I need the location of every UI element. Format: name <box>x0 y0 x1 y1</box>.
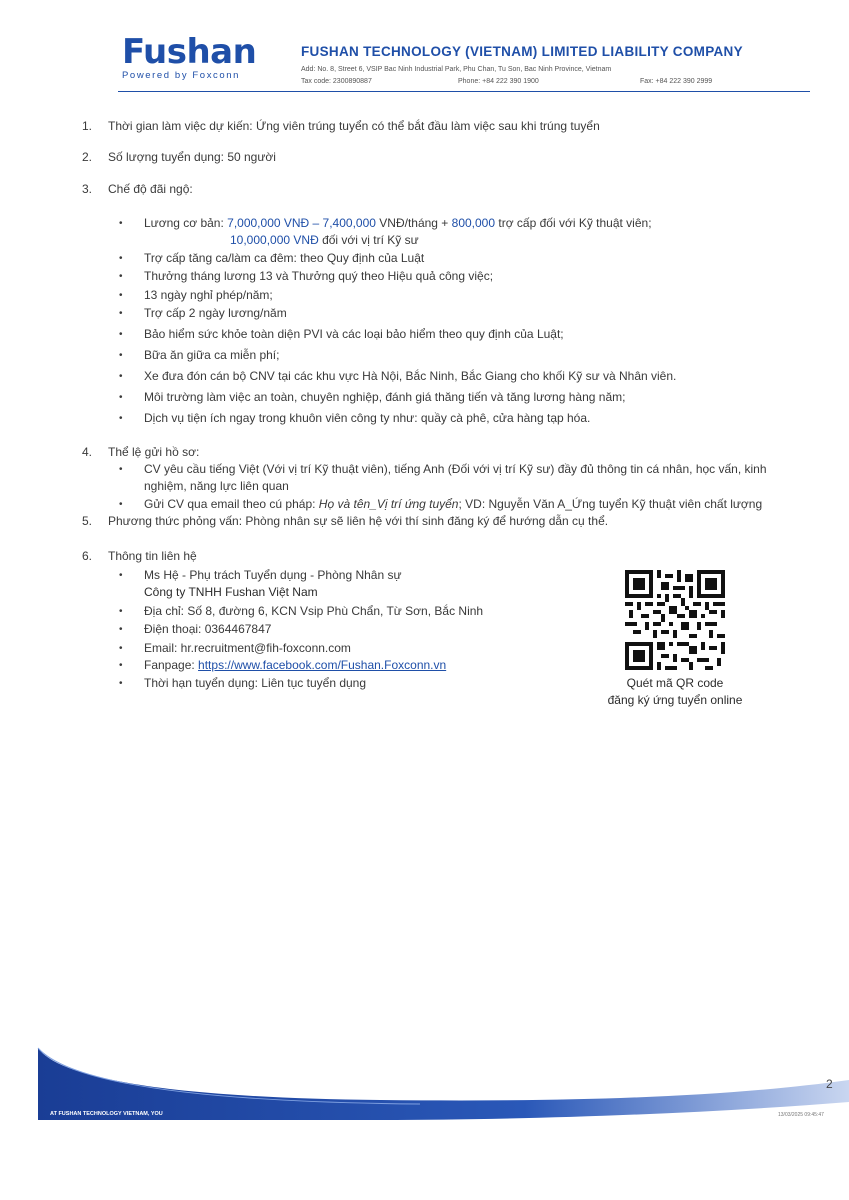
section-5-number: 5. <box>82 514 93 528</box>
fushan-logo <box>122 32 257 81</box>
cv-email-label: Gửi CV qua email theo cú pháp: <box>144 497 319 511</box>
bullet-icon: • <box>119 290 123 301</box>
qr-caption <box>590 675 760 709</box>
benefit-shuttle: Xe đưa đón cán bộ CNV tại các khu vực Hà Nội, Bắc Ninh, Bắc Giang cho khối Kỹ sư và Nhân viên. <box>144 369 677 383</box>
section-5-value: Phòng nhân sự sẽ liên hệ với thí sinh đăng ký để hướng dẫn cụ thể. <box>242 514 609 528</box>
section-4-title: Thể lệ gửi hồ sơ: <box>108 445 200 459</box>
section-5-label: Phương thức phỏng vấn: <box>108 514 243 528</box>
cv-requirement-cont: nghiệm, năng lực liên quan <box>144 479 289 493</box>
benefit-leave: 13 ngày nghỉ phép/năm; <box>144 288 273 302</box>
benefit-salary-label: Lương cơ bản: <box>144 216 228 230</box>
bullet-icon: • <box>119 413 123 424</box>
benefit-salary-range: 7,000,000 VNĐ – 7,400,000 <box>227 216 376 230</box>
qr-caption-line2: đăng ký ứng tuyển online <box>607 693 743 707</box>
cv-email-format: Họ và tên_Vị trí ứng tuyển <box>318 497 459 511</box>
contact-phone: Điện thoại: 0364467847 <box>144 622 272 636</box>
bullet-icon: • <box>119 570 123 581</box>
page-number: 2 <box>826 1077 833 1091</box>
section-4-number: 4. <box>82 445 93 459</box>
bullet-icon: • <box>119 643 123 654</box>
section-1-number: 1. <box>82 119 93 133</box>
contact-fanpage-label: Fanpage: <box>144 658 199 672</box>
contact-company: Công ty TNHH Fushan Việt Nam <box>144 585 318 599</box>
bullet-icon: • <box>119 350 123 361</box>
company-phone: Phone: +84 222 390 1900 <box>458 78 539 85</box>
contact-fanpage <box>144 658 446 673</box>
section-6-number: 6. <box>82 549 93 563</box>
company-name: FUSHAN TECHNOLOGY (VIETNAM) LIMITED LIABILITY COMPANY <box>301 44 743 59</box>
footer-banner-text: AT FUSHAN TECHNOLOGY VIETNAM, YOU <box>50 1111 163 1117</box>
bullet-icon: • <box>119 624 123 635</box>
benefit-environment: Môi trường làm việc an toàn, chuyên nghiệp, đánh giá thăng tiến và tăng lương hàng năm; <box>144 390 626 404</box>
contact-email: Email: hr.recruitment@fih-foxconn.com <box>144 641 351 655</box>
bullet-icon: • <box>119 678 123 689</box>
contact-address: Địa chỉ: Số 8, đường 6, KCN Vsip Phù Chẩn, Từ Sơn, Bắc Ninh <box>144 604 484 618</box>
cv-requirement: CV yêu cầu tiếng Việt (Với vị trí Kỹ thuật viên), tiếng Anh (Đối với vị trí Kỹ sư) đầy đủ thông tin cá nhân, học vấn, kinh <box>144 462 767 476</box>
cv-email-example: ; VD: Nguyễn Văn A_Ứng tuyển Kỹ thuật viên chất lượng <box>458 497 763 511</box>
benefit-overtime: Trợ cấp tăng ca/làm ca đêm: theo Quy định của Luật <box>144 251 425 265</box>
section-6-title: Thông tin liên hệ <box>108 549 197 563</box>
bullet-icon: • <box>119 253 123 264</box>
benefit-meal: Bữa ăn giữa ca miễn phí; <box>144 348 280 362</box>
benefit-salary <box>144 216 652 231</box>
section-1-label: Thời gian làm việc dự kiến: <box>108 119 253 133</box>
qr-code-icon[interactable] <box>625 570 725 670</box>
benefit-insurance: Bảo hiểm sức khỏe toàn diện PVI và các loại bảo hiểm theo quy định của Luật; <box>144 327 564 341</box>
bullet-icon: • <box>119 606 123 617</box>
benefit-bonus: Thưởng tháng lương 13 và Thưởng quý theo Hiệu quả công việc; <box>144 269 494 283</box>
section-3-title: Chế độ đãi ngộ: <box>108 182 193 196</box>
bullet-icon: • <box>119 464 123 475</box>
benefit-allowance-amount: 800,000 <box>451 216 496 230</box>
benefit-amenities: Dịch vụ tiện ích ngay trong khuôn viên công ty như: quầy cà phê, cửa hàng tạp hóa. <box>144 411 591 425</box>
fanpage-link[interactable]: https://www.facebook.com/Fushan.Foxconn.vn <box>198 658 447 672</box>
section-1-value: Ứng viên trúng tuyển có thể bắt đầu làm việc sau khi trúng tuyển <box>252 119 600 133</box>
contact-person: Ms Hệ - Phụ trách Tuyển dụng - Phòng Nhân sự <box>144 568 402 582</box>
company-address: Add: No. 8, Street 6, VSIP Bac Ninh Industrial Park, Phu Chan, Tu Son, Bac Ninh Province, Vietnam <box>301 66 612 73</box>
bullet-icon: • <box>119 218 123 229</box>
benefit-engineer-amount: 10,000,000 VNĐ <box>230 233 319 247</box>
contact-deadline: Thời hạn tuyển dụng: Liên tục tuyển dụng <box>144 676 367 690</box>
section-2-text: Số lượng tuyển dụng: 50 người <box>108 150 276 164</box>
benefit-allowance-days: Trợ cấp 2 ngày lương/năm <box>144 306 287 320</box>
company-fax: Fax: +84 222 390 2999 <box>640 78 713 85</box>
section-3-number: 3. <box>82 182 93 196</box>
logo-wordmark: Fushan <box>122 32 257 72</box>
benefit-salary-unit: VNĐ/tháng + <box>375 216 452 230</box>
bullet-icon: • <box>119 371 123 382</box>
header-divider <box>118 91 810 92</box>
logo-tagline: Powered by Foxconn <box>122 70 241 81</box>
bullet-icon: • <box>119 308 123 319</box>
section-1-text <box>108 119 600 134</box>
bullet-icon: • <box>119 392 123 403</box>
bullet-icon: • <box>119 499 123 510</box>
section-2-number: 2. <box>82 150 93 164</box>
benefit-salary-engineer <box>230 233 419 248</box>
bullet-icon: • <box>119 329 123 340</box>
benefit-engineer-text: đối với vị trí Kỹ sư <box>318 233 419 247</box>
bullet-icon: • <box>119 271 123 282</box>
tax-code: Tax code: 2300890887 <box>301 78 372 85</box>
qr-caption-line1: Quét mã QR code <box>626 676 724 690</box>
benefit-allowance-text: trợ cấp đối với Kỹ thuật viên; <box>495 216 652 230</box>
print-timestamp: 13/03/2025 09:45:47 <box>778 1112 824 1118</box>
cv-email-syntax <box>144 497 762 512</box>
section-5-text <box>108 514 608 529</box>
bullet-icon: • <box>119 660 123 671</box>
